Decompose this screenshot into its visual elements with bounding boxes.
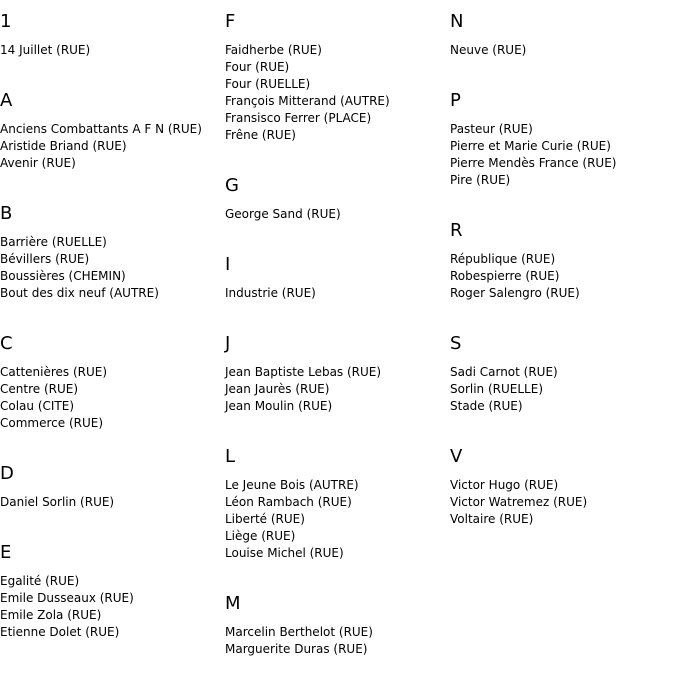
group-spacer [225,562,450,582]
street-index-column-1 [0,0,225,661]
letter-heading: R [450,220,463,241]
group-spacer [225,658,450,678]
street-link[interactable]: Liège (RUE) [225,529,296,543]
letter-group [450,220,675,322]
letter-group [225,446,450,582]
street-list [0,234,225,302]
letter-group [225,175,450,243]
street-link[interactable]: Marguerite Duras (RUE) [225,642,368,656]
letter-group [0,463,225,531]
street-link[interactable]: Jean Jaurès (RUE) [225,382,330,396]
street-link[interactable]: République (RUE) [450,252,556,266]
group-spacer [450,528,675,548]
street-link[interactable]: François Mitterand (AUTRE) [225,94,390,108]
street-list [450,364,675,415]
street-link[interactable]: Le Jeune Bois (AUTRE) [225,478,359,492]
street-link[interactable]: Commerce (RUE) [0,416,104,430]
letter-group [225,333,450,435]
letter-heading: S [450,333,462,354]
street-link[interactable]: Jean Moulin (RUE) [225,399,333,413]
street-link[interactable]: Aristide Briand (RUE) [0,139,127,153]
street-link[interactable]: Cattenières (RUE) [0,365,108,379]
street-link[interactable]: Pasteur (RUE) [450,122,533,136]
street-link[interactable]: Pierre et Marie Curie (RUE) [450,139,611,153]
letter-heading: I [225,254,231,275]
street-list [225,206,450,223]
street-link[interactable]: Barrière (RUELLE) [0,235,107,249]
group-spacer [450,415,675,435]
street-list [225,624,450,658]
street-link[interactable]: Bout des dix neuf (AUTRE) [0,286,159,300]
street-list [450,42,675,59]
street-link[interactable]: Industrie (RUE) [225,286,316,300]
street-index-column-3 [450,0,675,548]
group-spacer [0,172,225,192]
group-spacer [450,302,675,322]
street-list [225,364,450,415]
street-link[interactable]: Jean Baptiste Lebas (RUE) [225,365,382,379]
letter-group [450,11,675,79]
street-link[interactable]: Robespierre (RUE) [450,269,560,283]
street-link[interactable]: Neuve (RUE) [450,43,527,57]
street-link[interactable]: Sadi Carnot (RUE) [450,365,558,379]
letter-heading: D [0,463,14,484]
street-link[interactable]: Victor Hugo (RUE) [450,478,559,492]
street-link[interactable]: Anciens Combattants A F N (RUE) [0,122,202,136]
letter-heading: E [0,542,12,563]
group-spacer [0,641,225,661]
street-link[interactable]: Faidherbe (RUE) [225,43,322,57]
letter-group [0,90,225,192]
street-link[interactable]: Liberté (RUE) [225,512,305,526]
street-link[interactable]: Fransisco Ferrer (PLACE) [225,111,372,125]
street-list [0,494,225,511]
letter-group [0,542,225,661]
street-link[interactable]: Etienne Dolet (RUE) [0,625,120,639]
street-list [225,477,450,562]
group-spacer [0,511,225,531]
letter-heading: M [225,593,241,614]
letter-heading: 1 [0,11,12,32]
street-link[interactable]: Voltaire (RUE) [450,512,534,526]
letter-heading: V [450,446,463,467]
street-list [450,251,675,302]
street-link[interactable]: Frêne (RUE) [225,128,296,142]
letter-group [225,254,450,322]
letter-group [0,11,225,79]
street-link[interactable]: Roger Salengro (RUE) [450,286,580,300]
street-list [450,121,675,189]
group-spacer [225,144,450,164]
letter-group [0,333,225,452]
street-link[interactable]: Stade (RUE) [450,399,523,413]
street-link[interactable]: Louise Michel (RUE) [225,546,344,560]
letter-group [225,593,450,678]
group-spacer [450,59,675,79]
street-link[interactable]: Sorlin (RUELLE) [450,382,543,396]
letter-heading: F [225,11,236,32]
street-link[interactable]: George Sand (RUE) [225,207,341,221]
street-link[interactable]: Boussières (CHEMIN) [0,269,126,283]
letter-heading: J [225,333,231,354]
letter-group [0,203,225,322]
street-list [450,477,675,528]
street-link[interactable]: Emile Zola (RUE) [0,608,102,622]
letter-heading: C [0,333,13,354]
letter-group [450,90,675,209]
letter-group [450,446,675,548]
letter-heading: N [450,11,464,32]
street-link[interactable]: Four (RUE) [225,60,290,74]
street-link[interactable]: Colau (CITE) [0,399,75,413]
street-list [225,285,450,302]
letter-heading: G [225,175,239,196]
group-spacer [225,302,450,322]
letter-heading: B [0,203,13,224]
street-link[interactable]: Avenir (RUE) [0,156,76,170]
group-spacer [0,59,225,79]
street-link[interactable]: Léon Rambach (RUE) [225,495,352,509]
letter-heading: P [450,90,461,111]
street-link[interactable]: Emile Dusseaux (RUE) [0,591,134,605]
group-spacer [0,302,225,322]
street-link[interactable]: Egalité (RUE) [0,574,80,588]
street-list [0,121,225,172]
street-link[interactable]: Victor Watremez (RUE) [450,495,588,509]
letter-group [225,11,450,164]
street-link[interactable]: Daniel Sorlin (RUE) [0,495,115,509]
street-index-column-2 [225,0,450,678]
street-list [0,573,225,641]
letter-heading: L [225,446,236,467]
street-link[interactable]: Pierre Mendès France (RUE) [450,156,617,170]
group-spacer [225,223,450,243]
letter-group [450,333,675,435]
street-list [0,42,225,59]
street-link[interactable]: Marcelin Berthelot (RUE) [225,625,373,639]
group-spacer [225,415,450,435]
street-link[interactable]: Centre (RUE) [0,382,79,396]
street-link[interactable]: Pire (RUE) [450,173,511,187]
street-link[interactable]: Bévillers (RUE) [0,252,90,266]
letter-heading: A [0,90,13,111]
street-link[interactable]: Four (RUELLE) [225,77,311,91]
street-list [0,364,225,432]
street-list [225,42,450,144]
street-link[interactable]: 14 Juillet (RUE) [0,43,91,57]
group-spacer [0,432,225,452]
group-spacer [450,189,675,209]
